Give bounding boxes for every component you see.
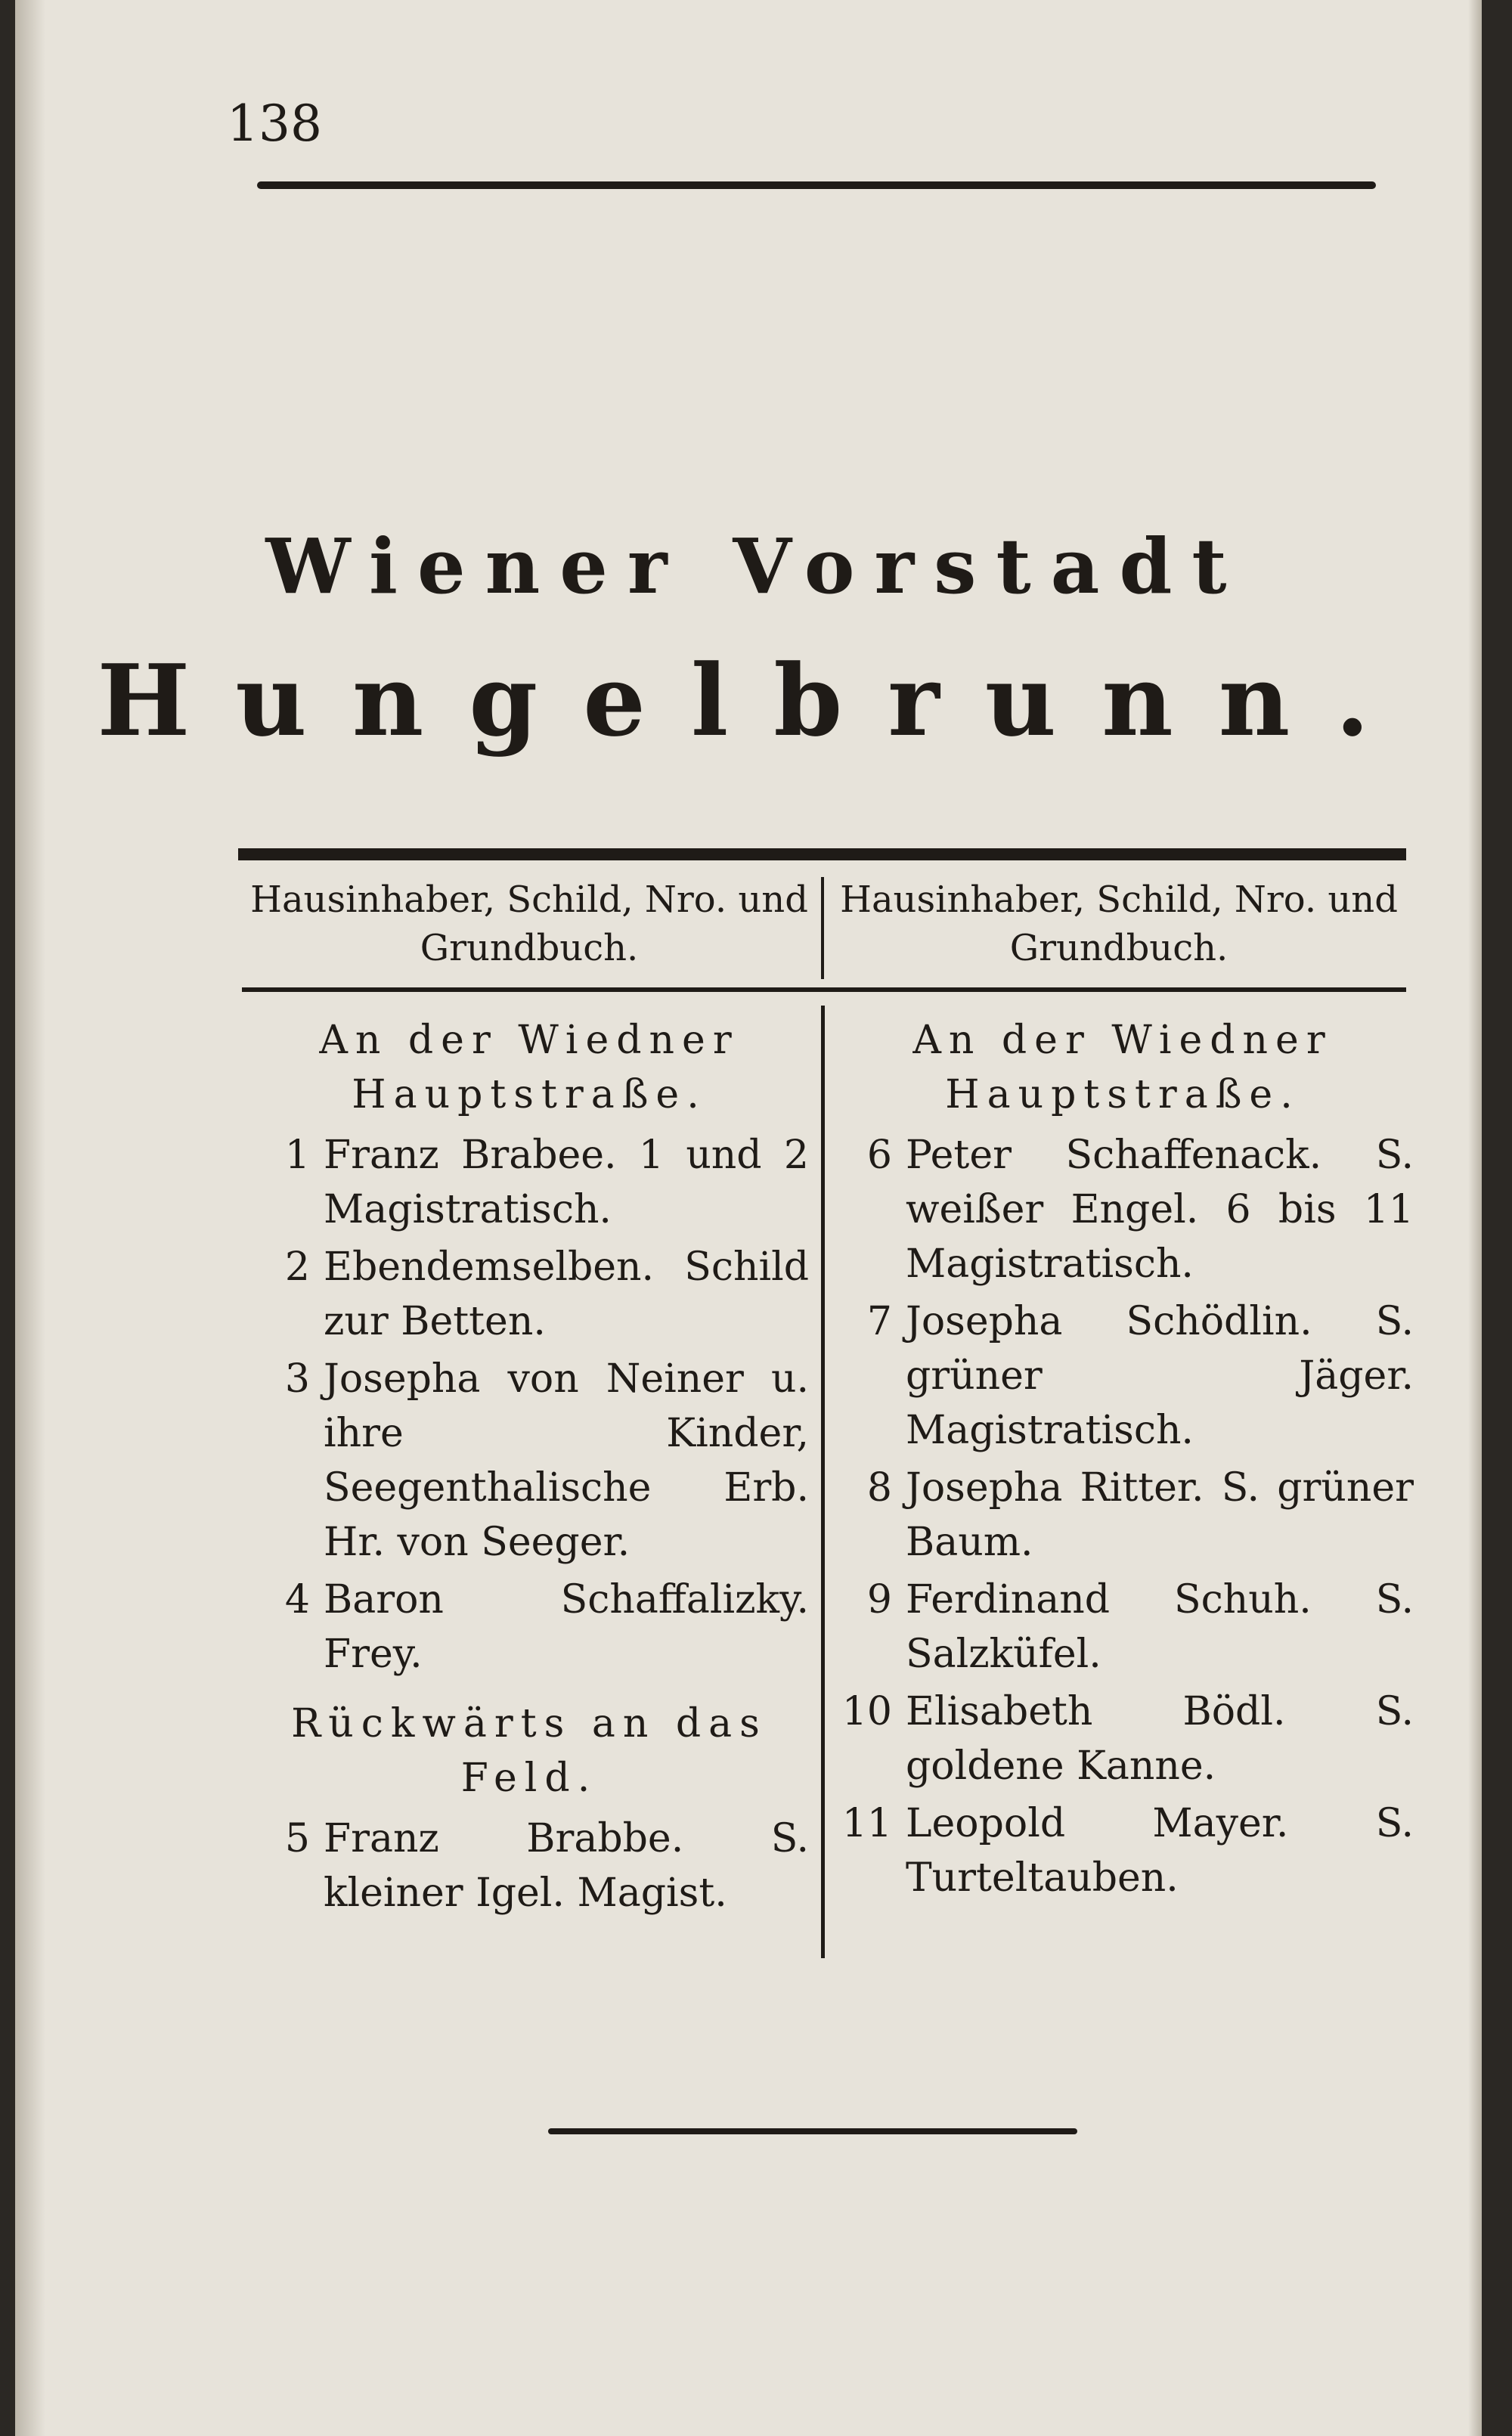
list-item [249,1128,809,1237]
page-edge-shadow [1468,0,1482,2436]
list-item [249,1352,809,1570]
left-column [249,1013,809,1923]
title-line-1: Wiener Vorstadt [265,522,1247,611]
column-header-right: Hausinhaber, Schild, Nro. und Grundbuch. [840,879,1398,969]
list-item [832,1461,1414,1570]
entry-text: Josepha Ritter. S. grüner Baum. [906,1465,1414,1565]
right-column [832,1013,1414,1908]
list-item [832,1684,1414,1793]
entry-number: 11 [841,1801,892,1846]
entry-number: 6 [866,1133,892,1178]
list-item [832,1573,1414,1681]
entry-number: 9 [866,1577,892,1622]
entry-text: Franz Brabee. 1 und 2 Magistratisch. [324,1133,809,1232]
column-header-left: Hausinhaber, Schild, Nro. und Grundbuch. [250,879,808,969]
section-heading: An der Wiedner Hauptstraße. [319,1018,739,1117]
entry-number: 7 [866,1299,892,1344]
section-heading: An der Wiedner Hauptstraße. [912,1018,1333,1117]
entry-number: 1 [284,1133,310,1178]
footer-rule [548,2128,1077,2134]
binding-shadow [15,0,45,2436]
entry-text: Ebendemselben. Schild zur Betten. [324,1244,809,1344]
entry-number: 10 [841,1689,892,1734]
list-item [832,1796,1414,1905]
entry-number: 5 [284,1816,310,1861]
header-divider [821,877,824,979]
entry-number: 3 [284,1356,310,1402]
entry-number: 4 [284,1577,310,1622]
entry-text: Josepha von Neiner u. ihre Kinder, Seegenthalische Erb. Hr. von Seeger. [324,1356,809,1565]
entry-text: Leopold Mayer. S. Turteltauben. [906,1801,1414,1901]
entry-number: 8 [866,1465,892,1511]
entry-text: Elisabeth Bödl. S. goldene Kanne. [906,1689,1414,1789]
table-top-rule [238,848,1406,860]
entry-text: Baron Schaffalizky. Frey. [324,1577,809,1677]
title-line-2: Hungelbrunn. [97,643,1415,758]
list-item [832,1128,1414,1291]
column-divider [821,1006,825,1958]
entry-number: 2 [284,1244,310,1290]
page-number: 138 [227,95,322,153]
header-rule [257,181,1376,189]
list-item [832,1294,1414,1458]
entry-text: Ferdinand Schuh. S. Salzküfel. [906,1577,1414,1677]
list-item [249,1812,809,1920]
list-item [249,1240,809,1349]
section-heading: Rückwärts an das Feld. [291,1701,767,1801]
header-bottom-rule [242,987,1406,992]
entry-text: Peter Schaffenack. S. weißer Engel. 6 bis 11 Magistratisch. [906,1133,1414,1287]
entry-text: Josepha Schödlin. S. grüner Jäger. Magistratisch. [906,1299,1414,1453]
entry-text: Franz Brabbe. S. kleiner Igel. Magist. [324,1816,809,1916]
list-item [249,1573,809,1681]
